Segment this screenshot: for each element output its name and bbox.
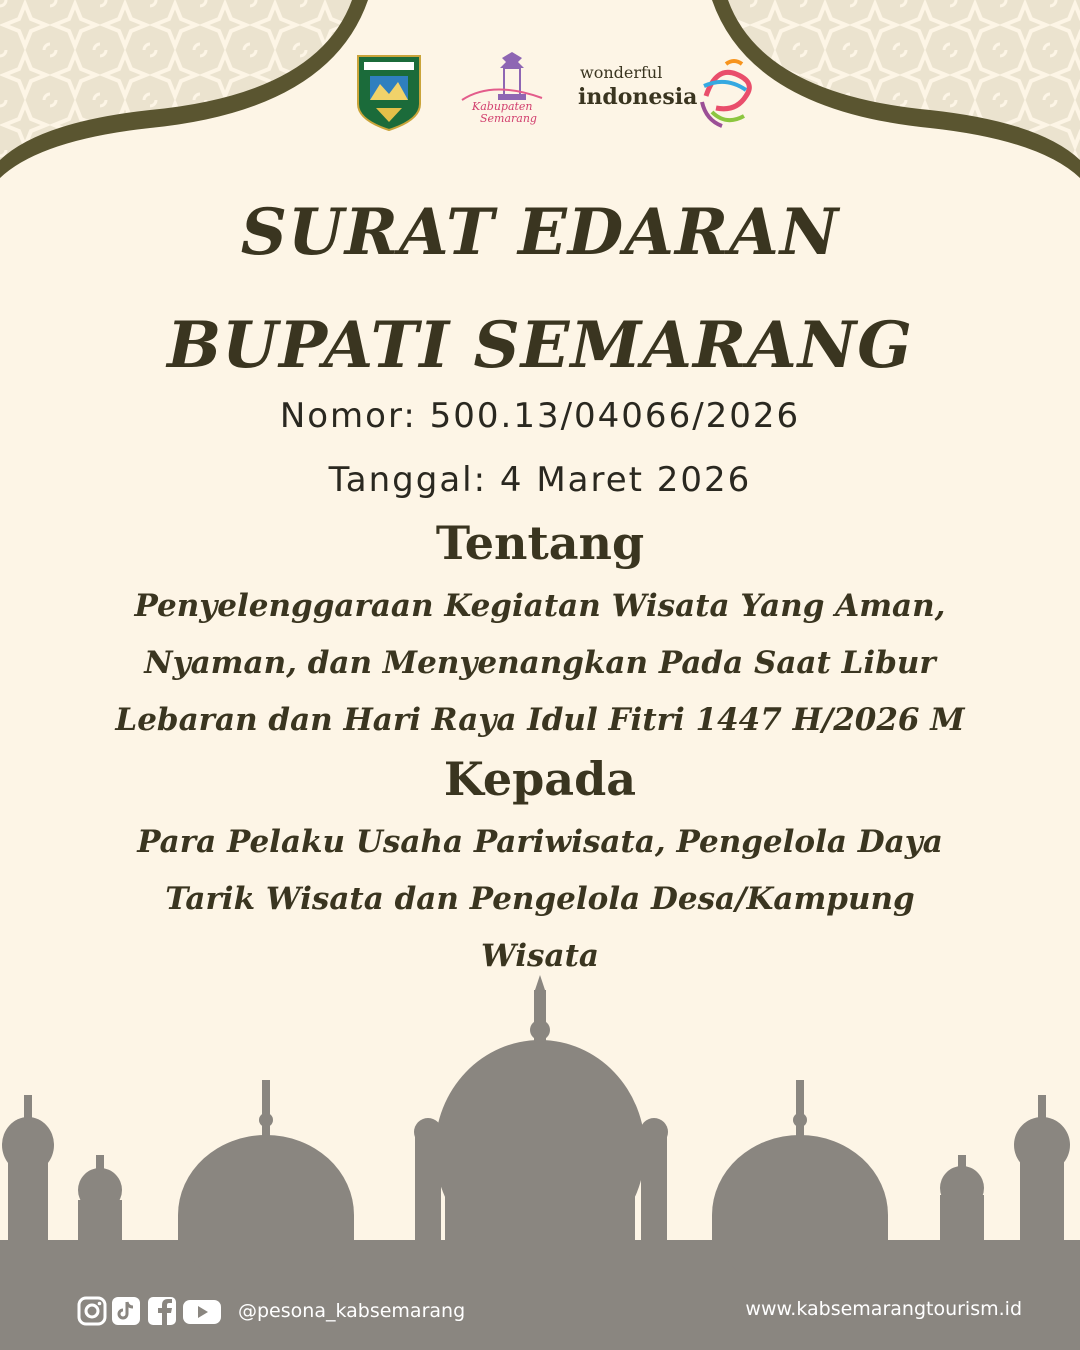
tentang-heading: Tentang xyxy=(435,516,645,570)
svg-text:Kabupaten: Kabupaten xyxy=(472,100,533,113)
document-date: Tanggal: 4 Maret 2026 xyxy=(328,460,752,500)
tiktok-icon[interactable] xyxy=(110,1295,142,1327)
youtube-icon[interactable] xyxy=(182,1295,222,1327)
wonderful-indonesia-logo xyxy=(576,56,766,134)
header-logos xyxy=(0,50,1080,140)
instagram-icon[interactable] xyxy=(76,1295,108,1327)
kepada-heading: Kepada xyxy=(443,752,637,806)
svg-text:wonderful: wonderful xyxy=(580,63,663,82)
tentang-text: Penyelenggaraan Kegiatan Wisata Yang Aman, Nyaman, dan Menyenangkan Pada Saat Libur Lebaran dan Hari Raya Idul Fitri 1447 H/2026 M xyxy=(115,588,965,738)
svg-text:Semarang: Semarang xyxy=(480,112,537,125)
social-handle[interactable]: @pesona_kabsemarang xyxy=(238,1300,466,1322)
facebook-icon[interactable] xyxy=(146,1295,178,1327)
website-link[interactable]: www.kabsemarangtourism.id xyxy=(745,1298,1022,1320)
mosque-silhouette xyxy=(0,975,1080,1350)
document-number: Nomor: 500.13/04066/2026 xyxy=(279,396,801,436)
kepada-text: Para Pelaku Usaha Pariwisata, Pengelola Daya Tarik Wisata dan Pengelola Desa/Kampung Wisata xyxy=(137,824,943,974)
regency-emblem-logo xyxy=(356,54,422,132)
svg-text:indonesia: indonesia xyxy=(578,84,698,110)
title-line-2: BUPATI SEMARANG xyxy=(167,308,913,383)
tourism-logo xyxy=(452,50,562,128)
title-line-1: SURAT EDARAN xyxy=(240,195,840,270)
